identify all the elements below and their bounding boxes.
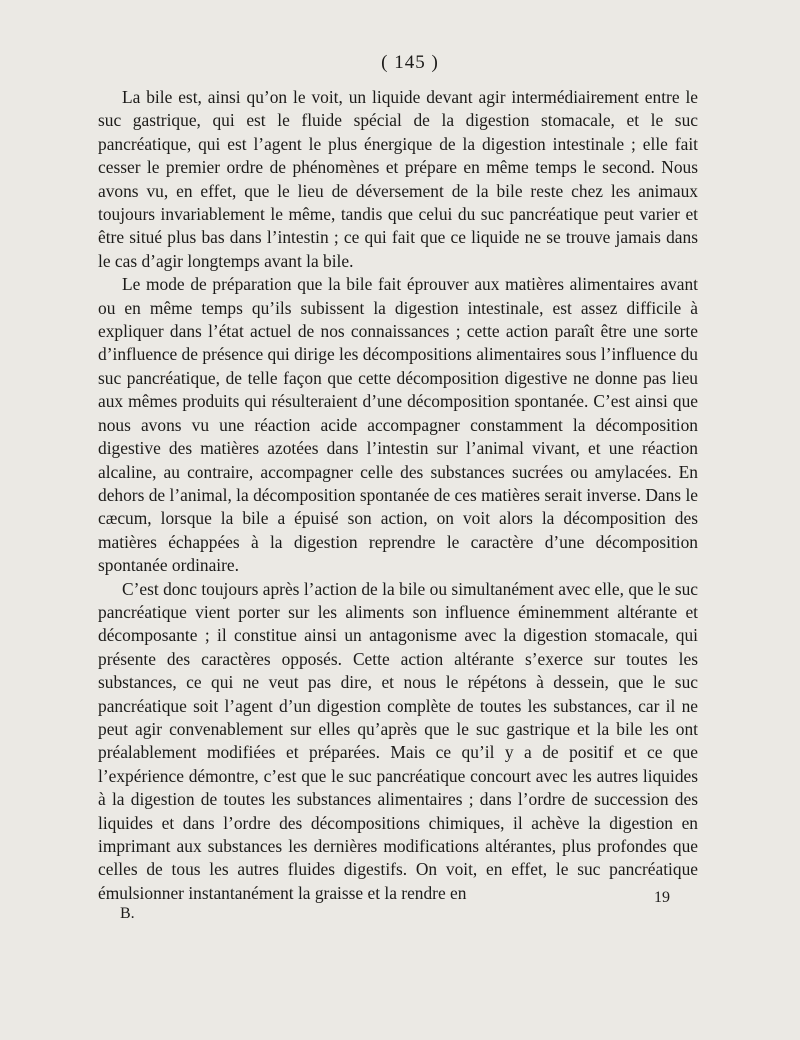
page-number: ( 145 ) — [381, 52, 439, 73]
signature-mark: B. — [120, 905, 135, 922]
sheet-number: 19 — [654, 889, 670, 906]
paragraph-3: C’est donc toujours après l’action de la bile ou simultanément avec elle, que le suc pancréatique vient porter sur les aliments son influence éminemment altérante et décomposante ; il constitue ainsi un antagonisme avec la digestion stomacale, qui présente des caractères opposés. Cette action altérante s’exerce sur toutes les substances, ce qui ne veut pas dire, et nous le répétons à dessein, que le suc pancréatique soit l’agent d’un digestion complète de toutes les substances, car il ne peut agir convenablement sur elles qu’après que le suc gastrique et la bile les ont préalablement modifiées et préparées. Mais ce qu’il y a de positif et ce que l’expérience démontre, c’est que le suc pancréatique concourt avec les autres liquides à la digestion de toutes les substances alimentaires ; dans l’ordre de succession des liquides et dans l’ordre des décompositions chimiques, il achève la digestion en imprimant aux substances les dernières modifications altérantes, plus profondes que celles de tous les autres fluides digestifs. On voit, en effet, le suc pancréatique émulsionner instantanément la graisse et la rendre en — [98, 578, 698, 903]
body-text — [98, 86, 698, 905]
paragraph-2: Le mode de préparation que la bile fait éprouver aux matières alimentaires avant ou en même temps qu’ils subissent la digestion intestinale, est assez difficile à expliquer dans l’état actuel de nos connaissances ; cette action paraît être une sorte d’influence de présence qui dirige les décompositions alimentaires sous l’influence du suc pancréatique, de telle façon que cette décomposition digestive ne donne pas lieu aux mêmes produits qui résulteraient d’une décomposition spontanée. C’est ainsi que nous avons vu une réaction acide accompagner constamment la décomposition digestive des matières azotées dans l’intestin sur l’animal vivant, et une réaction alcaline, au contraire, accompagner celle des substances sucrées ou amylacées. En dehors de l’animal, la décomposition spontanée de ces matières serait inverse. Dans le cæcum, lorsque la bile a épuisé son action, on voit alors la décomposition des matières échappées à la digestion reprendre le caractère d’une décomposition spontanée ordinaire. — [98, 274, 698, 576]
paragraph-1: La bile est, ainsi qu’on le voit, un liquide devant agir intermédiairement entre le suc gastrique, qui est le fluide spécial de la digestion stomacale, et le suc pancréatique, qui est l’agent le plus énergique de la digestion intestinale ; elle fait cesser le premier ordre de phénomènes et prépare en même temps le second. Nous avons vu, en effet, que le lieu de déversement de la bile reste chez les animaux toujours invariablement le même, tandis que celui du suc pancréatique peut varier et être situé plus bas dans l’intestin ; ce qui fait que ce liquide ne se trouve jamais dans le cas d’agir longtemps avant la bile. — [98, 87, 698, 271]
